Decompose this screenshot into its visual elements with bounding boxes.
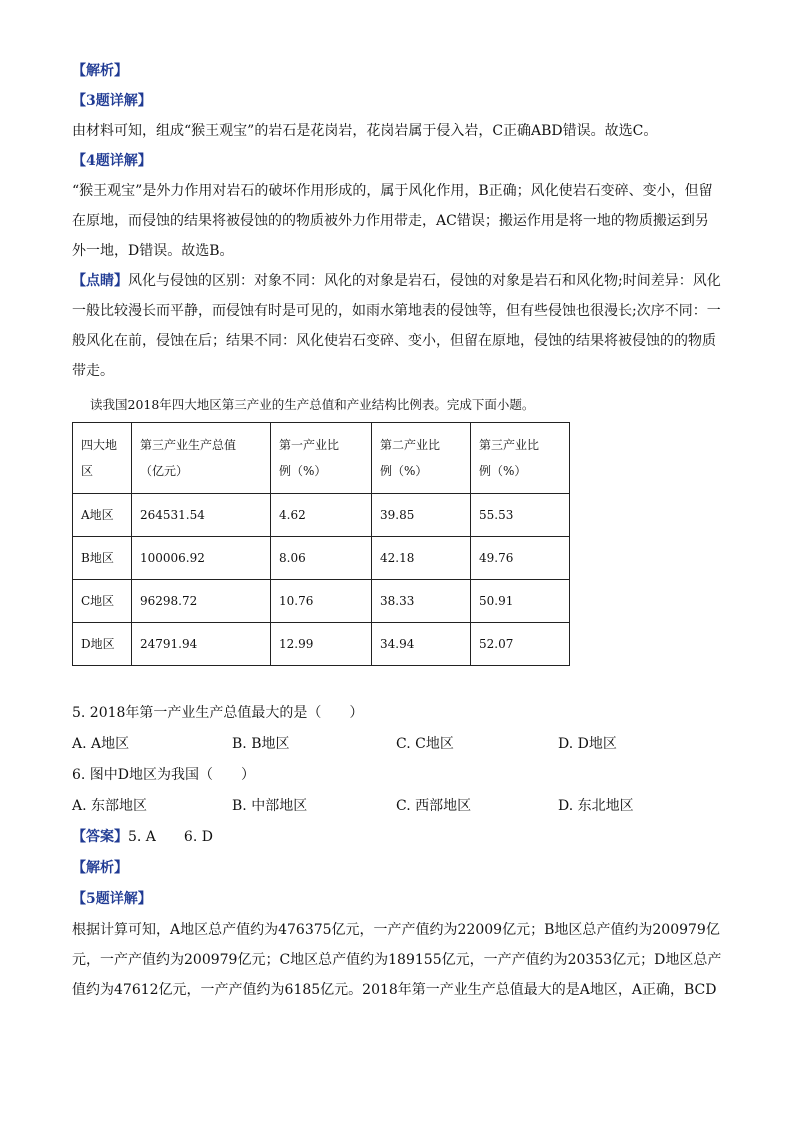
table-cell: 52.07 — [471, 623, 570, 666]
q3-detail-heading: 【3题详解】 — [72, 93, 152, 109]
question-6-stem: 6. 图中D地区为我国（ ） — [72, 767, 256, 783]
q5-option-d[interactable]: D. D地区 — [558, 736, 617, 752]
q6-option-a[interactable]: A. 东部地区 — [72, 798, 148, 814]
q6-option-b[interactable]: B. 中部地区 — [232, 798, 308, 814]
header-primary-ratio: 第一产业比 例（%） — [271, 423, 372, 494]
table-cell: B地区 — [73, 537, 132, 580]
header-tertiary-gdp: 第三产业生产总值 （亿元） — [132, 423, 271, 494]
q6-option-d[interactable]: D. 东北地区 — [558, 798, 634, 814]
table-cell: A地区 — [73, 494, 132, 537]
table-cell: 49.76 — [471, 537, 570, 580]
table-cell: 96298.72 — [132, 580, 271, 623]
table-header-row — [73, 423, 570, 494]
q6-option-c[interactable]: C. 西部地区 — [396, 798, 472, 814]
q4-detail-paragraph — [72, 180, 722, 262]
q5-option-c[interactable]: C. C地区 — [396, 736, 454, 752]
q5-line: 根据计算可知，A地区总产值约为476375亿元，一产产值约为22009亿元；B地区总产值约为200979亿 — [72, 922, 720, 938]
table-intro: 读我国2018年四大地区第三产业的生产总值和产业结构比例表。完成下面小题。 — [90, 397, 535, 412]
table-cell: 42.18 — [372, 537, 471, 580]
table-row — [73, 623, 570, 666]
header-tertiary-ratio: 第三产业比 例（%） — [471, 423, 570, 494]
key-point-text: 风化与侵蚀的区别：对象不同：风化的对象是岩石，侵蚀的对象是岩石和风化物;时间差异：风化 — [128, 273, 721, 289]
table-cell: 50.91 — [471, 580, 570, 623]
q4-detail-heading: 【4题详解】 — [72, 153, 152, 169]
key-point-line: 般风化在前，侵蚀在后；结果不同：风化使岩石变碎、变小，但留在原地，侵蚀的结果将被侵蚀的的物质 — [72, 333, 716, 349]
answer-line — [72, 826, 722, 848]
table-cell: 38.33 — [372, 580, 471, 623]
header-secondary-ratio: 第二产业比 例（%） — [372, 423, 471, 494]
key-point-line — [72, 270, 722, 292]
industry-table — [72, 422, 570, 666]
table-cell: 264531.54 — [132, 494, 271, 537]
analysis-tag-2: 【解析】 — [72, 860, 128, 876]
table-cell: 100006.92 — [132, 537, 271, 580]
key-point-line: 一般比较漫长而平静，而侵蚀有时是可见的，如雨水第地表的侵蚀等，但有些侵蚀也很漫长;次序不同：一 — [72, 303, 721, 319]
q4-line: “猴王观宝”是外力作用对岩石的破坏作用形成的，属于风化作用，B正确；风化使岩石变碎、变小，但留 — [72, 183, 713, 199]
table-row — [73, 494, 570, 537]
q5-option-a[interactable]: A. A地区 — [72, 736, 130, 752]
key-point-line: 带走。 — [72, 363, 114, 379]
content-area — [72, 60, 722, 1001]
table-cell: C地区 — [73, 580, 132, 623]
table-cell: 10.76 — [271, 580, 372, 623]
q4-line: 在原地，而侵蚀的结果将被侵蚀的的物质被外力作用带走，AC错误；搬运作用是将一地的物质搬运到另 — [72, 213, 709, 229]
key-point-tag: 【点睛】 — [72, 273, 128, 289]
q5-detail-heading: 【5题详解】 — [72, 891, 152, 907]
table-cell: 4.62 — [271, 494, 372, 537]
answer-text: 5. A 6. D — [128, 829, 213, 845]
key-point-paragraph — [72, 270, 722, 382]
table-cell: 12.99 — [271, 623, 372, 666]
q5-option-b[interactable]: B. B地区 — [232, 736, 290, 752]
question-6-options — [72, 795, 722, 817]
q5-detail-paragraph — [72, 919, 722, 1001]
table-cell: D地区 — [73, 623, 132, 666]
question-5-stem: 5. 2018年第一产业生产总值最大的是（ ） — [72, 705, 364, 721]
table-cell: 55.53 — [471, 494, 570, 537]
table-row — [73, 580, 570, 623]
q5-line: 值约为47612亿元，一产产值约为6185亿元。2018年第一产业生产总值最大的是A地区，A正确，BCD — [72, 982, 717, 998]
question-5-options — [72, 733, 722, 755]
q4-line: 外一地，D错误。故选B。 — [72, 243, 234, 259]
q5-line: 元，一产产值约为200979亿元；C地区总产值约为189155亿元，一产产值约为20353亿元；D地区总产 — [72, 952, 722, 968]
table-cell: 34.94 — [372, 623, 471, 666]
q3-detail-text: 由材料可知，组成“猴王观宝”的岩石是花岗岩，花岗岩属于侵入岩，C正确ABD错误。故选C。 — [72, 123, 658, 139]
table-row — [73, 537, 570, 580]
answer-tag: 【答案】 — [72, 829, 128, 845]
table-cell: 24791.94 — [132, 623, 271, 666]
table-cell: 8.06 — [271, 537, 372, 580]
analysis-tag: 【解析】 — [72, 63, 128, 79]
header-region: 四大地 区 — [73, 423, 132, 494]
table-cell: 39.85 — [372, 494, 471, 537]
